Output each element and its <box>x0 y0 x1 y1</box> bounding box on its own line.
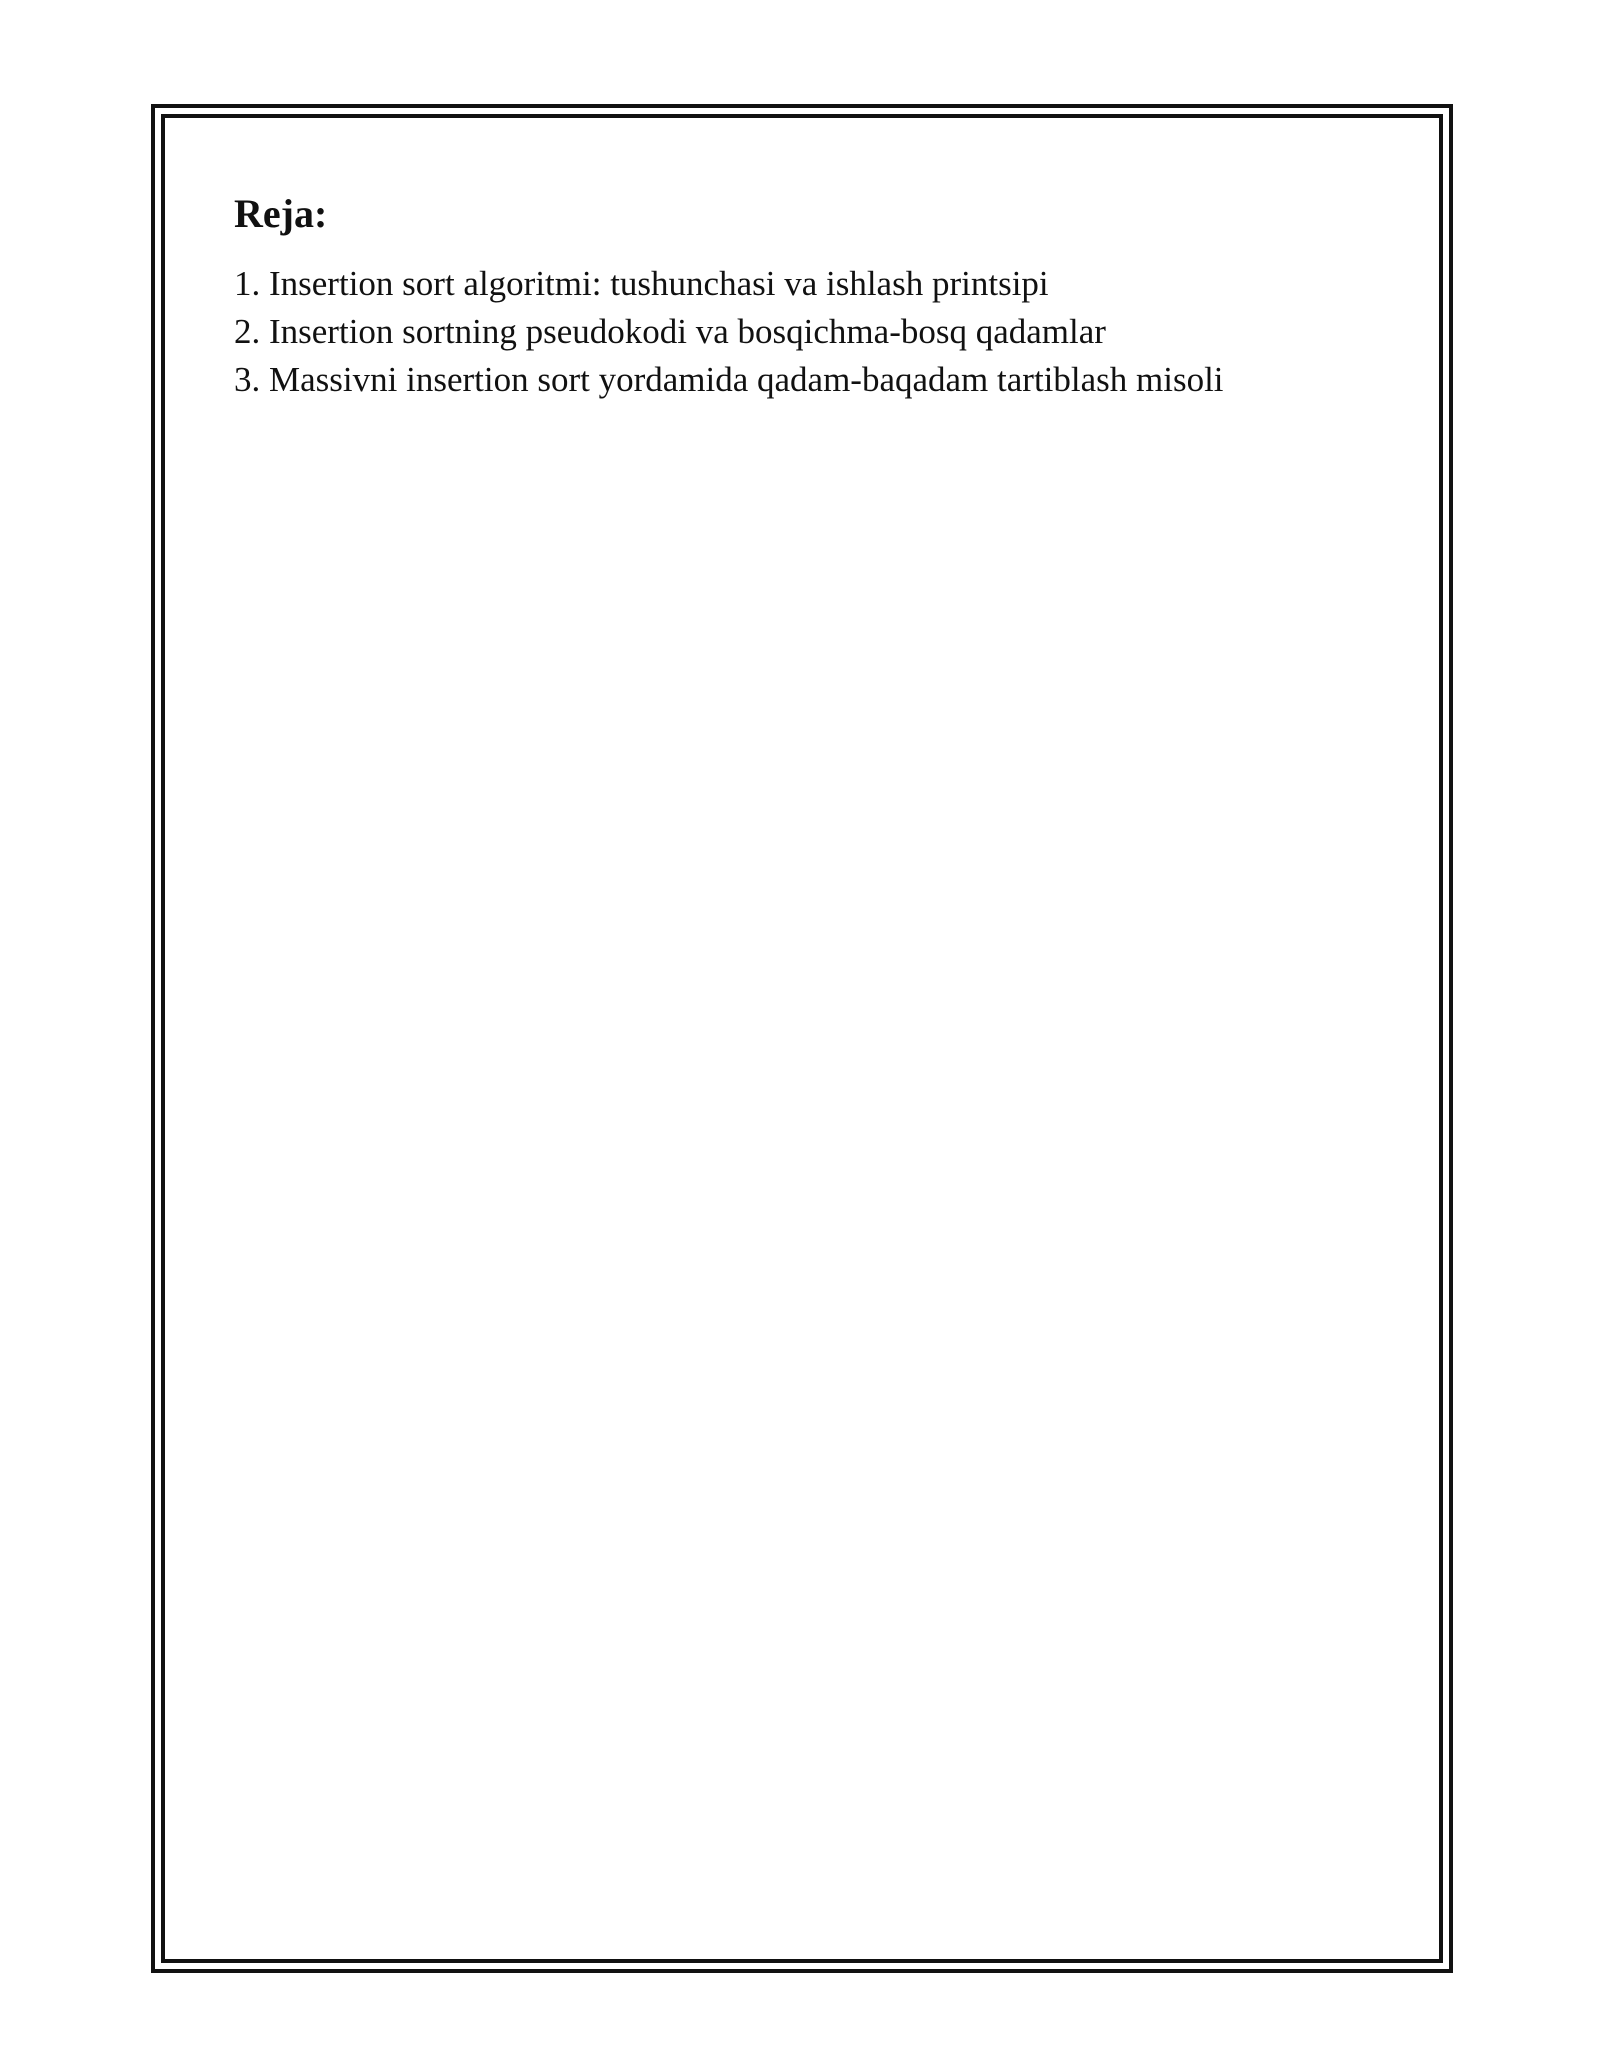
plan-heading: Reja: <box>234 191 328 236</box>
plan-item-3: 3. Massivni insertion sort yordamida qadam-baqadam tartiblash misoli <box>234 360 1224 399</box>
page-content <box>234 186 1384 404</box>
plan-item-2: 2. Insertion sortning pseudokodi va bosqichma-bosq qadamlar <box>234 312 1106 351</box>
plan-list <box>234 260 1384 404</box>
plan-item-1: 1. Insertion sort algoritmi: tushunchasi va ishlash printsipi <box>234 264 1049 303</box>
